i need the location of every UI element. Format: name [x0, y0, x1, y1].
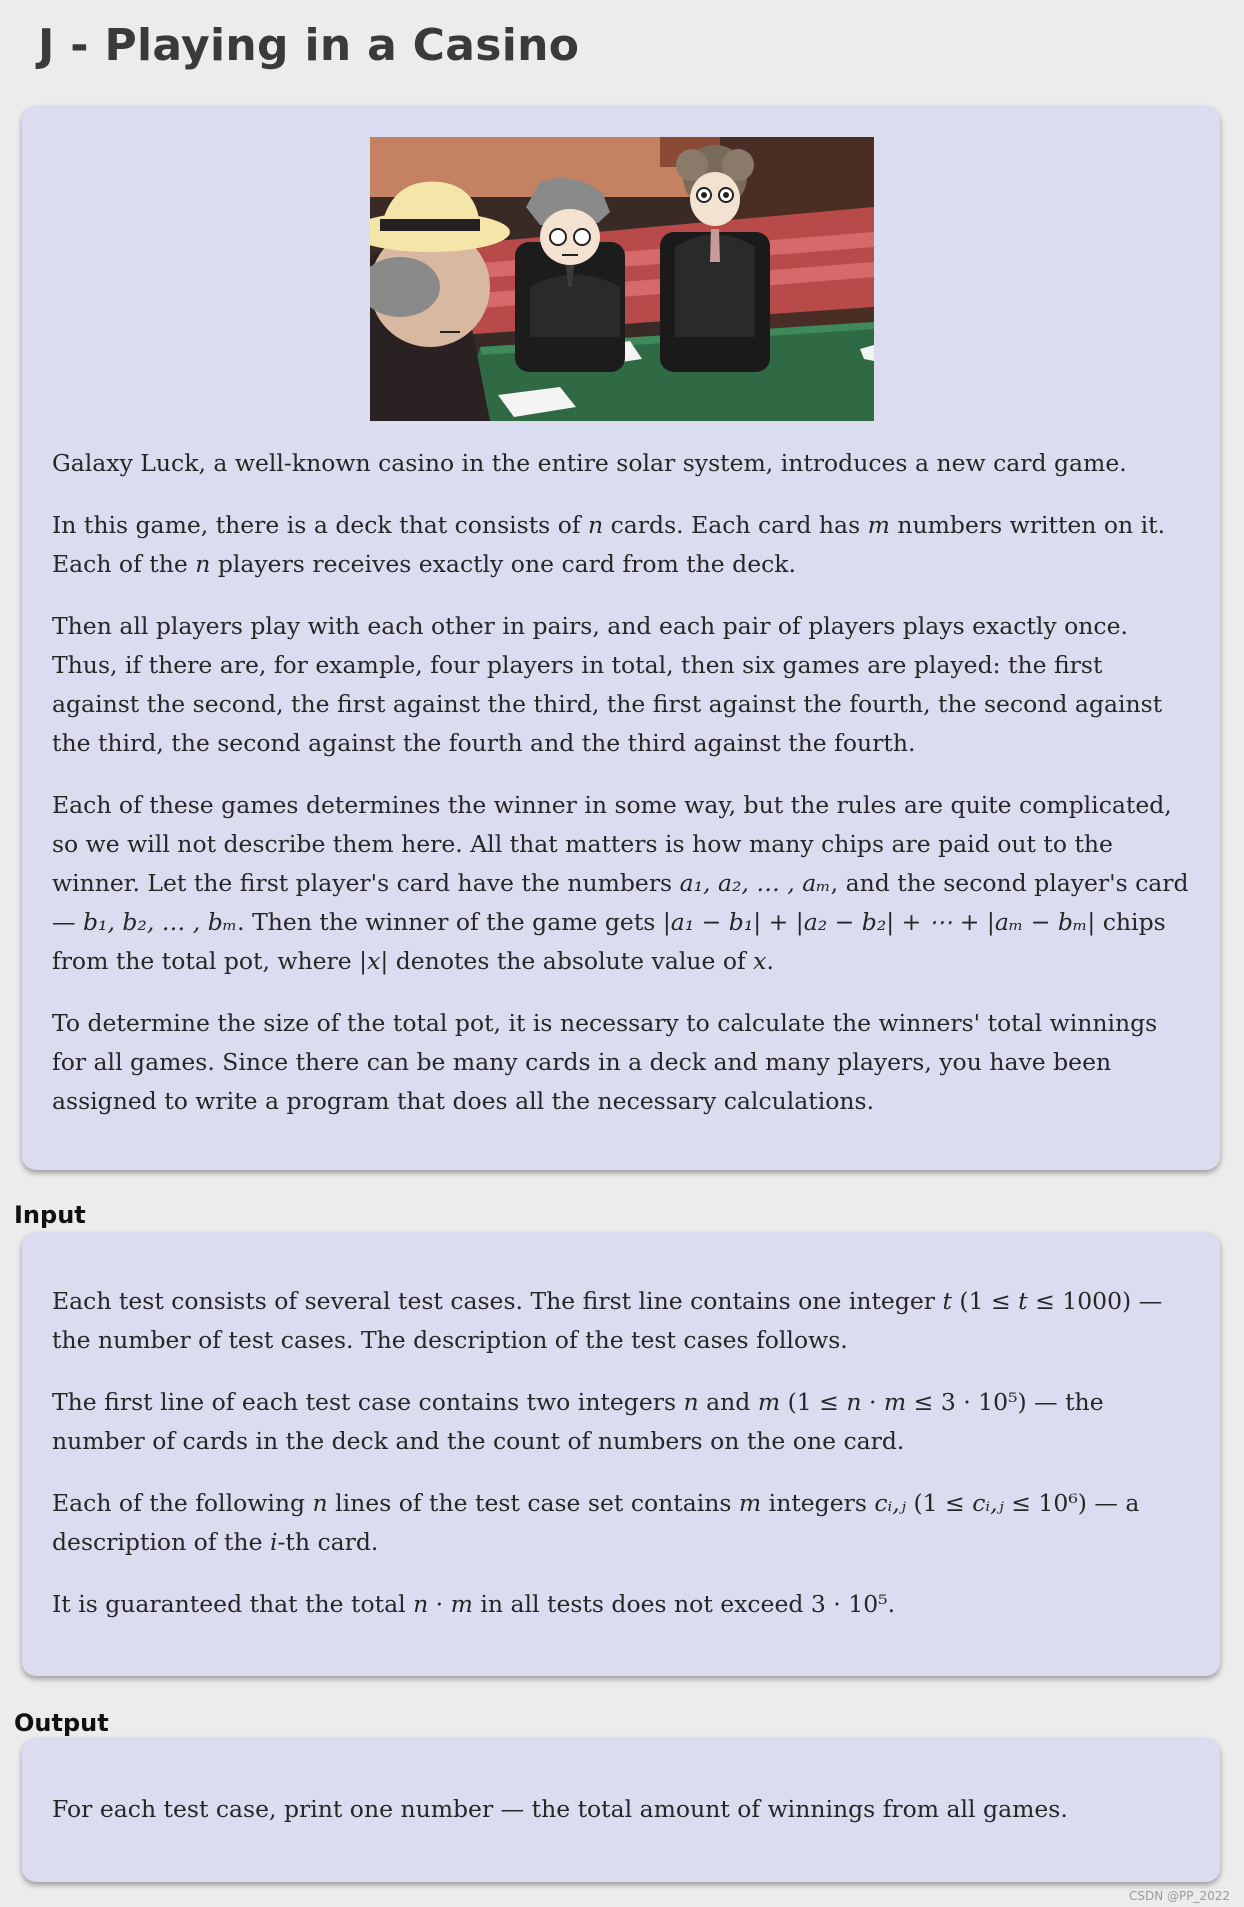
statement-body — [52, 444, 1194, 1144]
statement-paragraph-1: Galaxy Luck, a well-known casino in the entire solar system, introduces a new card game. — [52, 449, 1127, 477]
input-paragraph-4: It is guaranteed that the total n · m in all tests does not exceed 3 · 10⁵. — [52, 1590, 896, 1618]
output-heading: Output — [14, 1709, 109, 1737]
statement-paragraph-3: Then all players play with each other in pairs, and each pair of players plays exactly once. Thus, if there are, for example, four players in total, then six games are played: the first against the second, the first against the third, the first against the fourth, the second against the third, the second against the fourth and the third against the fourth. — [52, 612, 1163, 757]
statement-paragraph-2: In this game, there is a deck that consists of n cards. Each card has m numbers written on it. Each of the n players receives exactly one card from the deck. — [52, 511, 1166, 578]
input-paragraph-3: Each of the following n lines of the test case set contains m integers cᵢ,ⱼ (1 ≤ cᵢ,ⱼ ≤ 10⁶) — a description of the i-th card. — [52, 1489, 1140, 1556]
input-heading: Input — [14, 1201, 86, 1229]
output-body — [52, 1790, 1194, 1852]
statement-paragraph-4: Each of these games determines the winner in some way, but the rules are quite complicated, so we will not describe them here. All that matters is how many chips are paid out to the winner. Let the first player's card have the numbers a₁, a₂, … , aₘ, and the second player's card — b₁, b₂, … , bₘ. Then the winner of the game gets |a₁ − b₁| + |a₂ − b₂| + ⋯ + |aₘ − bₘ| chips from the total pot, where |x| denotes the absolute value of x. — [52, 791, 1189, 975]
input-body — [52, 1282, 1194, 1647]
page-title: J - Playing in a Casino — [38, 20, 580, 71]
statement-paragraph-5: To determine the size of the total pot, it is necessary to calculate the winners' total winnings for all games. Since there can be many cards in a deck and many players, you have been assigned to write a program that does all the necessary calculations. — [52, 1009, 1158, 1115]
watermark: CSDN @PP_2022 — [1128, 1889, 1230, 1903]
casino-illustration — [370, 137, 874, 421]
input-paragraph-1: Each test consists of several test cases. The first line contains one integer t (1 ≤ t ≤ 1000) — the number of test cases. The description of the test cases follows. — [52, 1287, 1163, 1354]
output-paragraph-1: For each test case, print one number — the total amount of winnings from all games. — [52, 1795, 1068, 1823]
input-paragraph-2: The first line of each test case contains two integers n and m (1 ≤ n · m ≤ 3 · 10⁵) — the number of cards in the deck and the count of numbers on the one card. — [52, 1388, 1104, 1455]
